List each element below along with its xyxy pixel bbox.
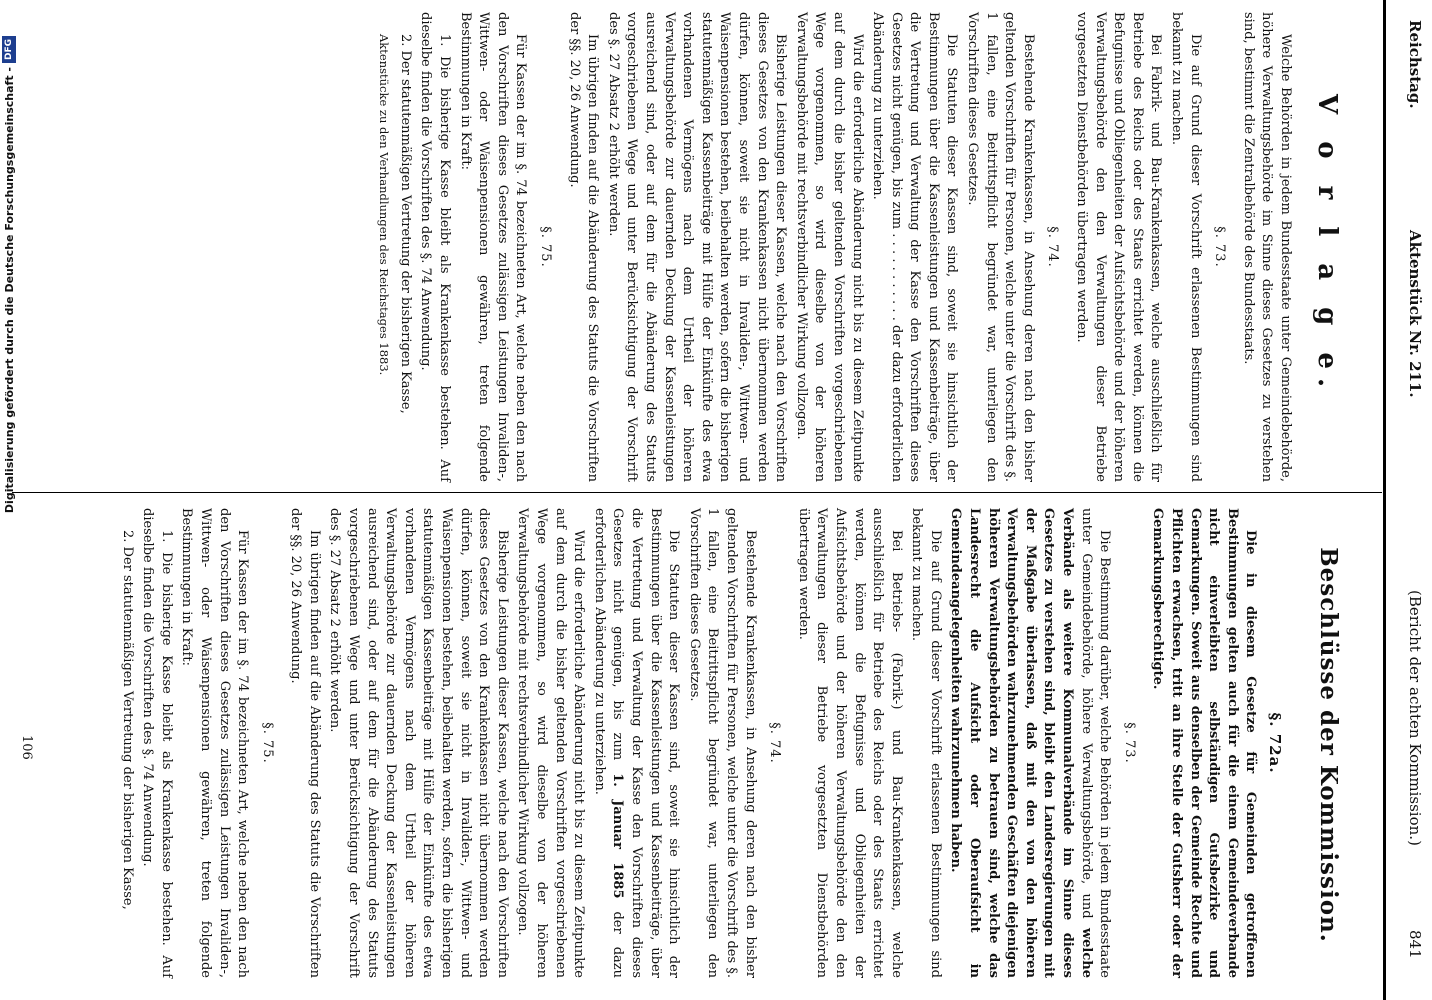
header-left: Reichstag. (1406, 20, 1424, 109)
dfg-logo: DFG (2, 36, 16, 63)
paragraph: Im übrigen finden auf die Abänderung des Statuts die Vorschriften der §§. 20, 26 Anwendung. (288, 508, 322, 978)
header-rule (1383, 0, 1386, 1000)
paragraph: Für Kassen der im §. 74 bezeichneten Art, welche neben den nach den Vorschriften dieses Gesetzes zulässigen Leistungen Invaliden-, Wittwen- oder Waisenpensionen gewähren, treten folgende Bestimmungen in Kraft: (457, 12, 529, 482)
paragraph: Wird die erforderliche Abänderung nicht bis zu diesem Zeitpunkte auf dem durch die bisher geltenden Vorschriften vorgeschriebenen Wege vorgenommen, so wird dieselbe von der höheren Verwaltungsbehörde mit rechtsverbindlicher Wirkung vollzogen. (515, 508, 587, 978)
right-column-title: Beschlüsse der Kommission. (1315, 547, 1342, 943)
paragraph: Die auf Grund dieser Vorschrift erlassenen Bestimmungen sind bekannt zu machen. (1169, 12, 1203, 482)
header-note: (Bericht der achten Kommission.) (1406, 590, 1424, 846)
numbered-item: 1. Die bisherige Kasse bleibt als Krankenkasse bestehen. Auf dieselbe finden die Vorschriften des §. 74 Anwendung. (140, 508, 174, 978)
section-heading: §. 74. (767, 722, 783, 764)
paragraph: Im übrigen finden auf die Abänderung des Statuts die Vorschriften der §§. 20, 26 Anwendung. (566, 12, 601, 482)
paragraph: Für Kassen der im §. 74 bezeichneten Art, welche neben den nach den Vorschriften dieses Gesetzes zulässigen Leistungen Invaliden-, Wittwen- oder Waisenpensionen gewähren, treten folgende Bestimmungen in Kraft: (179, 508, 251, 978)
digitization-credit (0, 36, 20, 1000)
right-column-text (115, 508, 1294, 978)
page-number: 841 (1406, 930, 1424, 959)
paragraph: Bestehende Krankenkassen, in Ansehung deren nach den bisher geltenden Vorschriften für Personen, welche unter die Vorschrift des §. 1 fallen, eine Beitrittspflicht begründet war, unterliegen den Vorschriften dieses Gesetzes. (965, 12, 1036, 482)
column-divider (12, 492, 1382, 493)
paragraph: Bei Fabrik- und Bau-Krankenkassen, welche ausschließlich für Betriebe des Reichs oder des Staats errichtet werden, können die Befugnisse und Obliegenheiten der Aufsichtsbehörde und der höheren Verwaltungsbehörde den den Verwaltungen dieser Betriebe vorgesetzten Dienstbehörden übertragen werden. (1074, 12, 1164, 482)
footer-note: Aktenstücke zu den Verhandlungen des Reichstages 1883. (377, 34, 392, 376)
paragraph: Die auf Grund dieser Vorschrift erlassenen Bestimmungen sind bekannt zu machen. (909, 508, 943, 978)
bold-amendment-text: 1. Januar 1885 (610, 773, 626, 899)
paragraph: Wird die erforderliche Abänderung nicht bis zu diesem Zeitpunkte auf dem durch die bisher geltenden Vorschriften vorgeschriebenen Wege vorgenommen, so wird dieselbe von der höheren Verwaltungsbehörde mit rechtsverbindlicher Wirkung vollzogen. (793, 12, 865, 482)
page-footer-number: 106 (19, 735, 34, 760)
paragraph-text: der dazu erforderlichen Abänderung zu unterziehen. (591, 508, 626, 978)
section-heading: §. 75. (259, 722, 275, 764)
bold-amendment-text: welche Verbände als weitere Kommunalverbände im Sinne dieses Gesetzes zu verstehen sind, bleibt den Landesregierungen mit der Maßgabe überlassen, daß mit den von den höheren Verwaltungsbehörden wahrzunehmenden Geschäften diejenigen höheren Verwaltungsbehörden zu betrauen sind, welche das Landesrecht die Aufsicht oder Oberaufsicht in Gemeindeangelegenheiten wahrzunehmen haben. (948, 508, 1094, 978)
paragraph-text: Die Statuten dieser Kassen sind, soweit sie hinsichtlich der Bestimmungen über die Kassenleistungen und Kassenbeiträge, über die Vertretung und Verwaltung der Kasse den Vorschriften dieses Gesetzes nicht genügen, bis zum (610, 508, 682, 978)
paragraph: Bisherige Leistungen dieser Kassen, welche nach den Vorschriften dieses Gesetzes von den Krankenkassen nicht übernommen werden dürfen, können, soweit sie nicht in Invaliden-, Wittwen- und Waisenpensionen bestehen, beibehalten werden, sofern die bisherigen statutenmäßigen Kassenbeiträge mit Hülfe der Einkünfte des etwa vorhandenen Vermögens nach dem Urtheil der höheren Verwaltungsbehörde zur dauernden Deckung der Kassenleistungen ausreichend sind, oder auf dem für die Abänderung des Statuts vorgeschriebenen Wege und unter Berücksichtigung der Vorschrift des §. 27 Absatz 2 erhöht werden. (605, 12, 789, 482)
section-heading: §. 72a. (1266, 712, 1284, 774)
credit-text: Digitalisierung gefördert durch die Deutsche Forschungsgemeinschaft - (2, 67, 16, 514)
left-column-title: V o r l a g e. (1312, 93, 1342, 397)
header-document-number: Aktenstück Nr. 211. (1406, 230, 1424, 398)
section-heading: §. 73. (1212, 226, 1228, 268)
numbered-item: 2. Der statutenmäßigen Vertretung der bisherigen Kasse, (119, 530, 135, 910)
paragraph: Die Statuten dieser Kassen sind, soweit sie hinsichtlich der Bestimmungen über die Kassenleistungen und Kassenbeiträge, über die Vertretung und Verwaltung der Kasse den Vorschriften dieses Gesetzes nicht genügen, bis zum . . . . . . . . . . . der dazu erforderlichen Abänderung zu unterziehen. (870, 12, 960, 482)
paragraph (589, 508, 682, 978)
paragraph: Welche Behörden in jedem Bundesstaate unter Gemeindebehörde, höhere Verwaltungsbehörde im Sinne dieses Gesetzes zu verstehen sind, bestimmt die Zentralbehörde des Bundesstaats. (1240, 12, 1293, 482)
numbered-item: 1. Die bisherige Kasse bleibt als Krankenkasse bestehen. Auf dieselbe finden die Vorschriften des §. 74 Anwendung. (418, 12, 453, 482)
numbered-item: 2. Der statutenmäßigen Vertretung der bisherigen Kasse, (397, 34, 413, 414)
bold-amendment-paragraph: Die in diesem Gesetze für Gemeinden getroffenen Bestimmungen gelten auch für die einem Gemeindeverbande nicht einverleibten selbständigen Gutsbezirke und Gemarkungen. Soweit aus denselben der Gemeinde Rechte und Pflichten erwachsen, tritt an ihre Stelle der Gutsherr oder der Gemarkungsberechtigte. (1150, 508, 1259, 978)
section-heading: §. 75. (538, 226, 554, 268)
paragraph-text: Die Bestimmung darüber, welche Behörden in jedem Bundesstaate unter Gemeindebehörde, höhere Verwaltungsbehörde, und (1078, 508, 1113, 978)
section-heading: §. 74. (1045, 226, 1061, 268)
paragraph: Bestehende Krankenkassen, in Ansehung deren nach den bisher geltenden Vorschriften für Personen, welche unter die Vorschrift des §. 1 fallen, eine Beitrittspflicht begründet war, unterliegen den Vorschriften dieses Gesetzes. (686, 508, 758, 978)
paragraph (946, 508, 1113, 978)
section-heading: §. 73. (1121, 722, 1137, 764)
left-column-text (373, 12, 1294, 482)
paragraph: Bei Betriebs- (Fabrik-) und Bau-Krankenkassen, welche ausschließlich für Betriebe des Reichs oder des Staats errichtet werden, können die Befugnisse und Obliegenheiten der Aufsichtsbehörde und der höheren Verwaltungsbehörde den den Verwaltungen dieser Betriebe vorgesetzten Dienstbehörden übertragen werden. (795, 508, 904, 978)
paragraph: Bisherige Leistungen dieser Kassen, welche nach den Vorschriften dieses Gesetzes von den Krankenkassen nicht übernommen werden dürfen, können, soweit sie nicht in Invaliden-, Wittwen- und Waisenpensionen bestehen, beibehalten werden, sofern die bisherigen statutenmäßigen Kassenbeiträge mit Hülfe der Einkünfte des etwa vorhandenen Vermögens nach dem Urtheil der höheren Verwaltungsbehörde zur dauernden Deckung der Kassenleistungen ausreichend sind, oder auf dem für die Abänderung des Statuts vorgeschriebenen Wege und unter Berücksichtigung der Vorschrift des §. 27 Absatz 2 erhöht werden. (327, 508, 510, 978)
